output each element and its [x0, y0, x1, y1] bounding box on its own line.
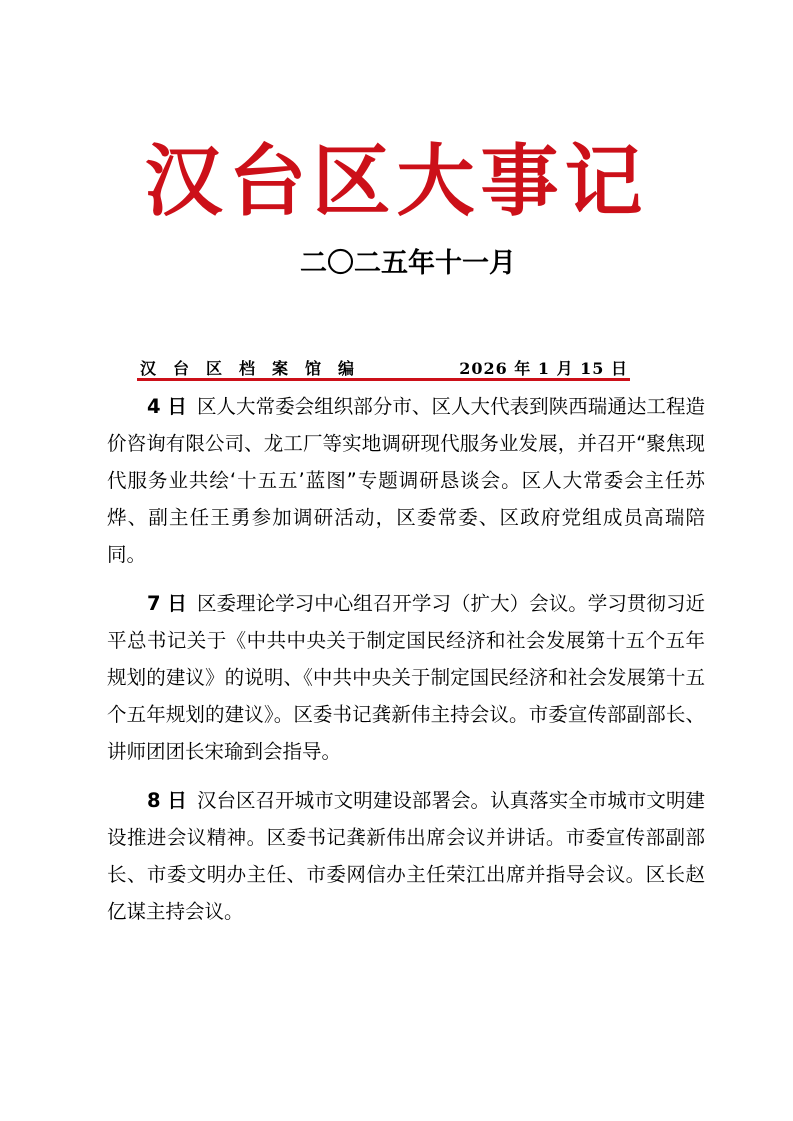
entry-day-4 [107, 388, 705, 573]
entry-day-label: 4 日 [147, 395, 187, 418]
entry-text: 区委理论学习中心组召开学习（扩大）会议。学习贯彻习近平总书记关于《中共中央关于制定国民经济和社会发展第十五个五年规划的建议》的说明、《中共中央关于制定国民经济和社会发展第十五个五年规划的建议》。区委书记龚新伟主持会议。市委宣传部副部长、讲师团团长宋瑜到会指导。 [107, 592, 705, 763]
entry-day-7 [107, 585, 705, 770]
editor-name: 汉台区档案馆编 [140, 359, 372, 378]
red-divider [137, 378, 630, 381]
entry-text: 区人大常委会组织部分市、区人大代表到陕西瑞通达工程造价咨询有限公司、龙工厂等实地调研现代服务业发展，并召开“聚焦现代服务业共绘‘十五五’蓝图”专题调研恳谈会。区人大常委会主任苏烨、副主任王勇参加调研活动，区委常委、区政府党组成员高瑞陪同。 [107, 395, 705, 566]
editor-date: 2026 年 1 月 15 日 [459, 359, 628, 378]
entry-day-label: 7 日 [147, 592, 187, 615]
document-subtitle: 二〇二五年十一月 [300, 248, 516, 279]
entry-day-8 [107, 782, 705, 930]
entry-text: 汉台区召开城市文明建设部署会。认真落实全市城市文明建设推进会议精神。区委书记龚新伟出席会议并讲话。市委宣传部副部长、市委文明办主任、市委网信办主任荣江出席并指导会议。区长赵亿谋主持会议。 [107, 789, 705, 923]
entries-list [107, 388, 705, 942]
entry-day-label: 8 日 [147, 789, 187, 812]
document-title: 汉台区大事记 [144, 137, 649, 227]
